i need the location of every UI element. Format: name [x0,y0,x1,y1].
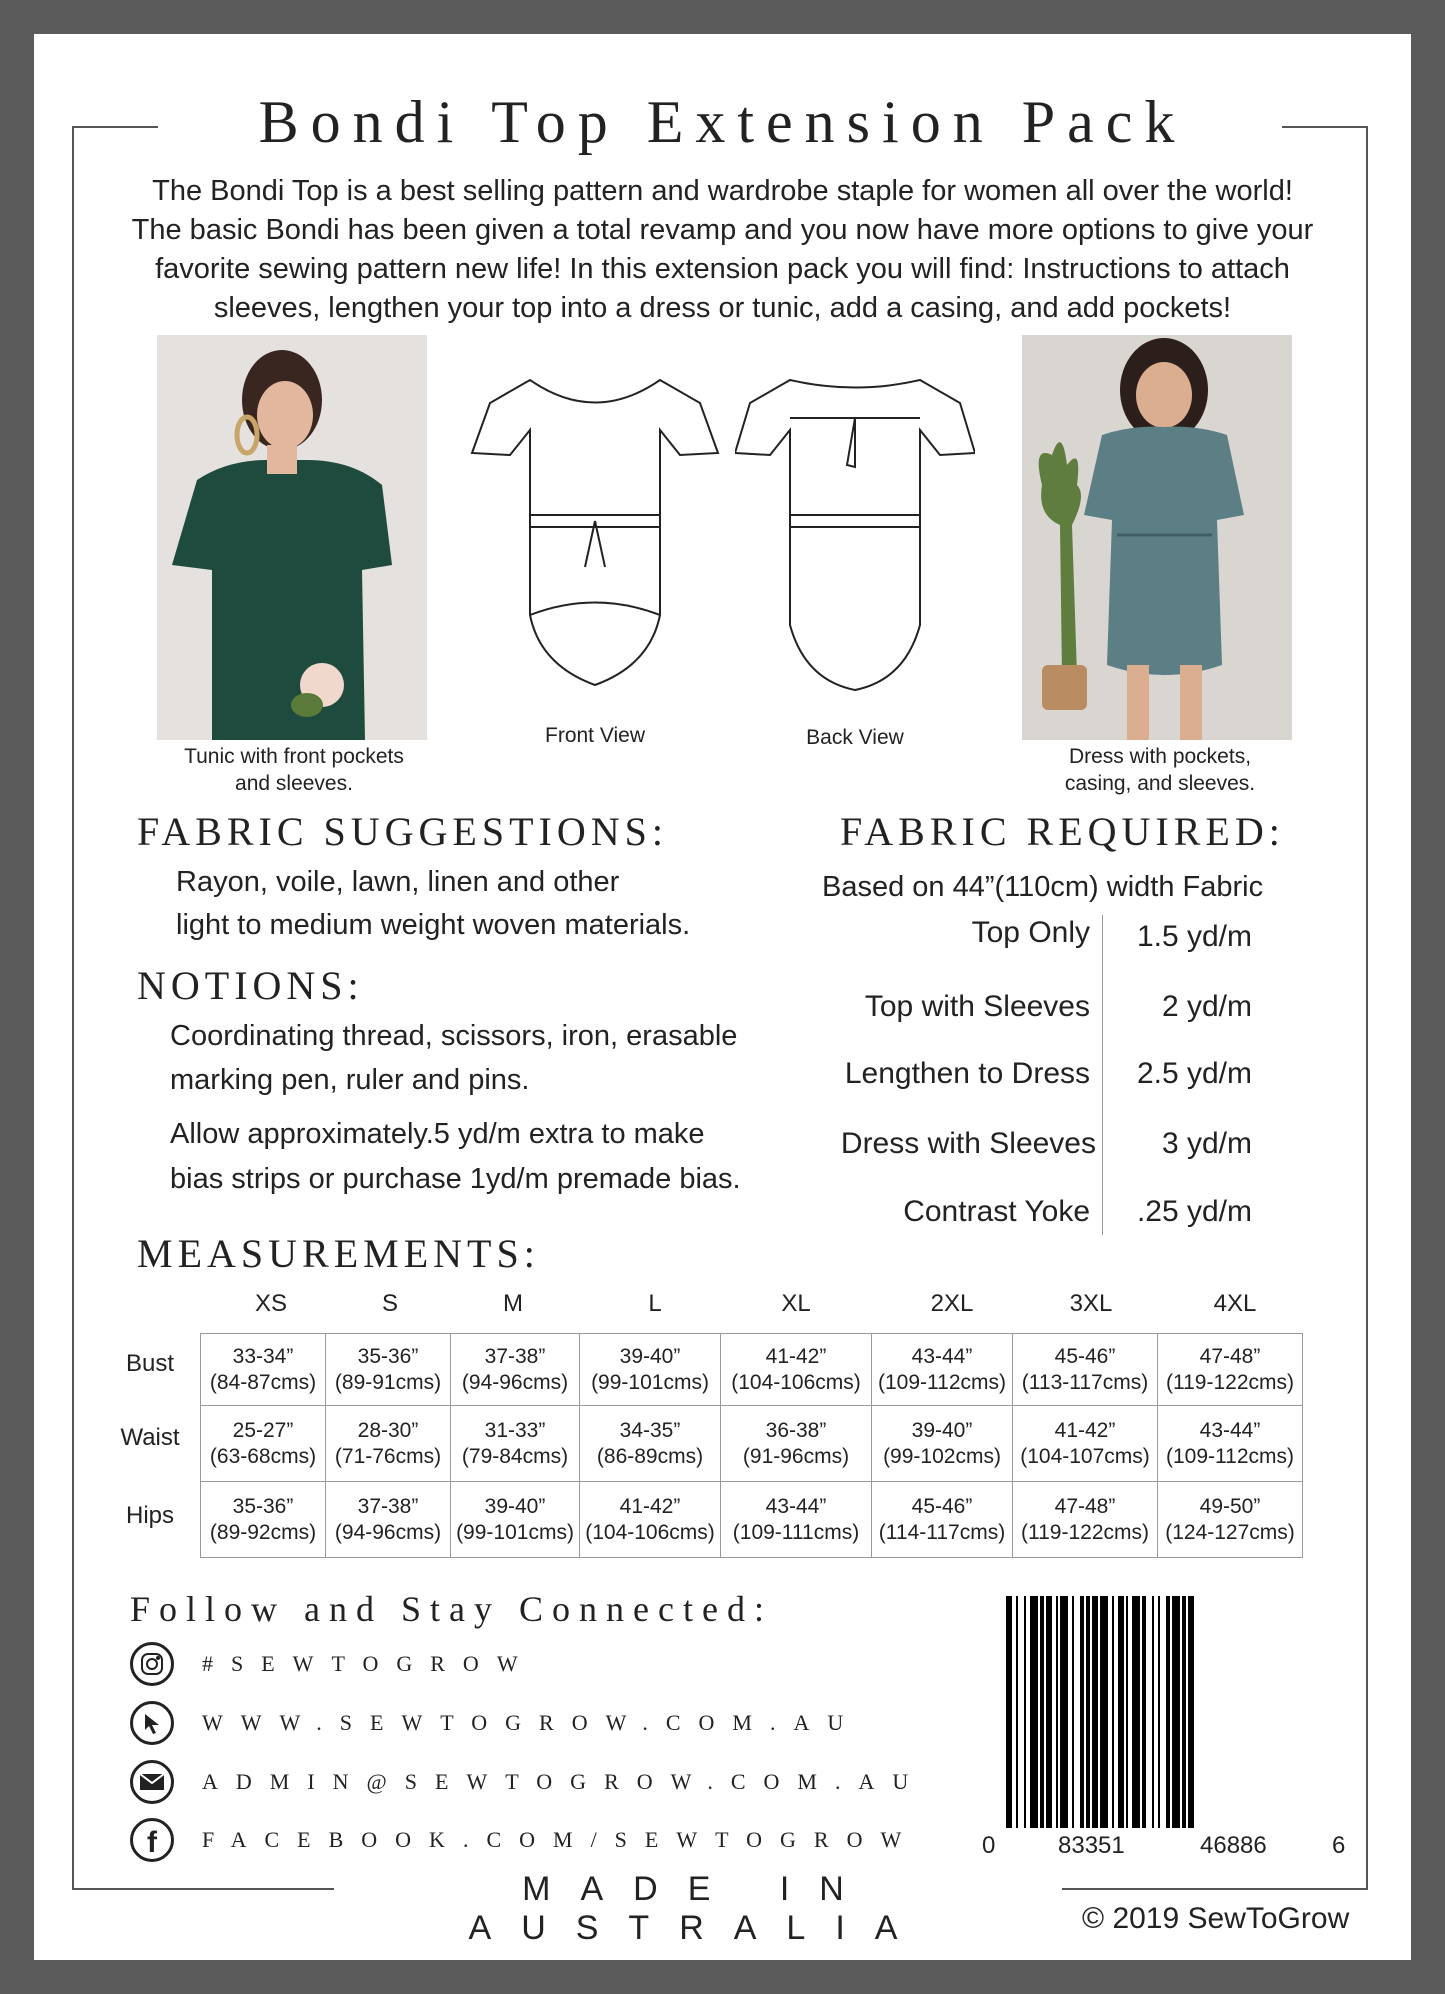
table-row [201,1406,1303,1482]
table-cell: 36-38” (91-96cms) [721,1406,872,1482]
fabric-required-label: Top with Sleeves [864,990,1090,1023]
measurement-row-label: Waist [120,1424,180,1451]
facebook-link[interactable] [130,1818,919,1862]
instagram-handle: #SEWTOGROW [202,1651,536,1676]
dress-caption: Dress with pockets, casing, and sleeves. [1064,745,1256,795]
fabric-suggestions-heading: FABRIC SUGGESTIONS: [137,809,668,854]
fabric-required-label: Contrast Yoke [903,1195,1090,1228]
fabric-required-value: 2 yd/m [1161,990,1252,1023]
fabric-required-label: Top Only [971,916,1090,949]
fabric-required-heading: FABRIC REQUIRED: [840,809,1285,854]
table-cell: 31-33” (79-84cms) [451,1406,580,1482]
table-cell: 35-36” (89-92cms) [201,1482,326,1558]
page-title: Bondi Top Extension Pack [258,89,1187,155]
fabric-required-label: Dress with Sleeves [840,1127,1096,1160]
table-cell: 39-40” (99-102cms) [872,1406,1013,1482]
notions-line4: bias strips or purchase 1yd/m premade bias. [170,1163,741,1195]
mail-icon [130,1760,174,1804]
fabric-required-divider [1102,915,1103,1235]
table-cell: 39-40” (99-101cms) [451,1482,580,1558]
fabric-required-value: .25 yd/m [1136,1195,1252,1228]
frame-left [72,126,74,1890]
website-url: WWW.SEWTOGROW.COM.AU [202,1710,862,1735]
dress-photo [1022,335,1292,740]
size-header: XL [781,1290,811,1317]
table-cell: 47-48” (119-122cms) [1158,1334,1303,1406]
cursor-icon [130,1701,174,1745]
table-cell: 43-44” (109-112cms) [872,1334,1013,1406]
back-view-caption: Back View [806,726,904,749]
table-cell: 39-40” (99-101cms) [580,1334,721,1406]
front-view-illustration [470,375,720,705]
table-cell: 49-50” (124-127cms) [1158,1482,1303,1558]
email-link[interactable] [130,1760,926,1804]
facebook-icon: f [130,1818,174,1862]
notions-heading: NOTIONS: [137,963,364,1008]
instagram-icon [130,1642,174,1686]
size-header: M [503,1290,523,1317]
measurements-heading: MEASUREMENTS: [137,1231,540,1276]
front-view-caption: Front View [545,724,645,747]
measurement-row-label: Hips [125,1502,174,1529]
size-header: S [381,1290,398,1317]
table-cell: 34-35” (86-89cms) [580,1406,721,1482]
social-heading: Follow and Stay Connected: [130,1589,773,1629]
made-in-australia: MADE IN AUSTRALIA [468,1870,928,1947]
tunic-caption: Tunic with front pockets and sleeves. [184,745,404,795]
fabric-required-value: 2.5 yd/m [1136,1057,1252,1090]
barcode-digits-left: 83351 [1058,1832,1125,1859]
frame-right [1366,126,1368,1890]
facebook-url: FACEBOOK.COM/SEWTOGROW [202,1827,920,1852]
back-view-illustration [735,375,975,705]
table-cell: 37-38” (94-96cms) [451,1334,580,1406]
table-cell: 43-44” (109-112cms) [1158,1406,1303,1482]
table-cell: 41-42” (104-106cms) [580,1482,721,1558]
notions-line2: marking pen, ruler and pins. [170,1064,530,1096]
table-cell: 37-38” (94-96cms) [326,1482,451,1558]
measurements-table [200,1333,1303,1558]
fabric-suggestions-line2: light to medium weight woven materials. [176,909,691,941]
table-cell: 41-42” (104-106cms) [721,1334,872,1406]
barcode-digits-right: 46886 [1200,1832,1267,1859]
fabric-required-value: 3 yd/m [1161,1127,1252,1160]
table-row [201,1334,1303,1406]
table-cell: 43-44” (109-111cms) [721,1482,872,1558]
table-cell: 28-30” (71-76cms) [326,1406,451,1482]
size-header: 4XL [1213,1290,1257,1317]
fabric-required-value: 1.5 yd/m [1136,920,1252,953]
notions-line1: Coordinating thread, scissors, iron, erasable [170,1020,738,1052]
website-link[interactable] [130,1701,861,1745]
tunic-photo [157,335,427,740]
intro-text: The Bondi Top is a best selling pattern and wardrobe staple for women all over the world! The basic Bondi has been given a total revamp and you now have more options to give your favorite sewing pattern new life! In this extension pack you will find: Instructions to attach sleeves, lengthen your top into a dress or tunic, add a casing, and add pockets! [131,175,1314,324]
measurement-row-label: Bust [125,1350,175,1377]
frame-bottom-right [1062,1888,1368,1890]
copyright: © 2019 SewToGrow [1082,1902,1350,1935]
frame-bottom-left [72,1888,334,1890]
table-cell: 45-46” (113-117cms) [1013,1334,1158,1406]
fabric-suggestions-line1: Rayon, voile, lawn, linen and other [176,866,620,898]
size-header: XS [254,1290,287,1317]
barcode [1004,1596,1326,1828]
size-header: 2XL [930,1290,974,1317]
instagram-link[interactable] [130,1642,536,1686]
size-header: 3XL [1069,1290,1113,1317]
table-cell: 25-27” (63-68cms) [201,1406,326,1482]
email-address: ADMIN@SEWTOGROW.COM.AU [202,1769,927,1794]
fabric-required-label: Lengthen to Dress [844,1057,1090,1090]
table-cell: 45-46” (114-117cms) [872,1482,1013,1558]
size-header: L [648,1290,662,1317]
table-cell: 35-36” (89-91cms) [326,1334,451,1406]
fabric-required-subtitle: Based on 44”(110cm) width Fabric [822,871,1264,903]
barcode-digit-last: 6 [1332,1832,1346,1859]
table-cell: 33-34” (84-87cms) [201,1334,326,1406]
table-cell: 47-48” (119-122cms) [1013,1482,1158,1558]
barcode-digit-first: 0 [982,1832,996,1859]
table-cell: 41-42” (104-107cms) [1013,1406,1158,1482]
notions-line3: Allow approximately.5 yd/m extra to make [170,1118,705,1150]
table-row [201,1482,1303,1558]
